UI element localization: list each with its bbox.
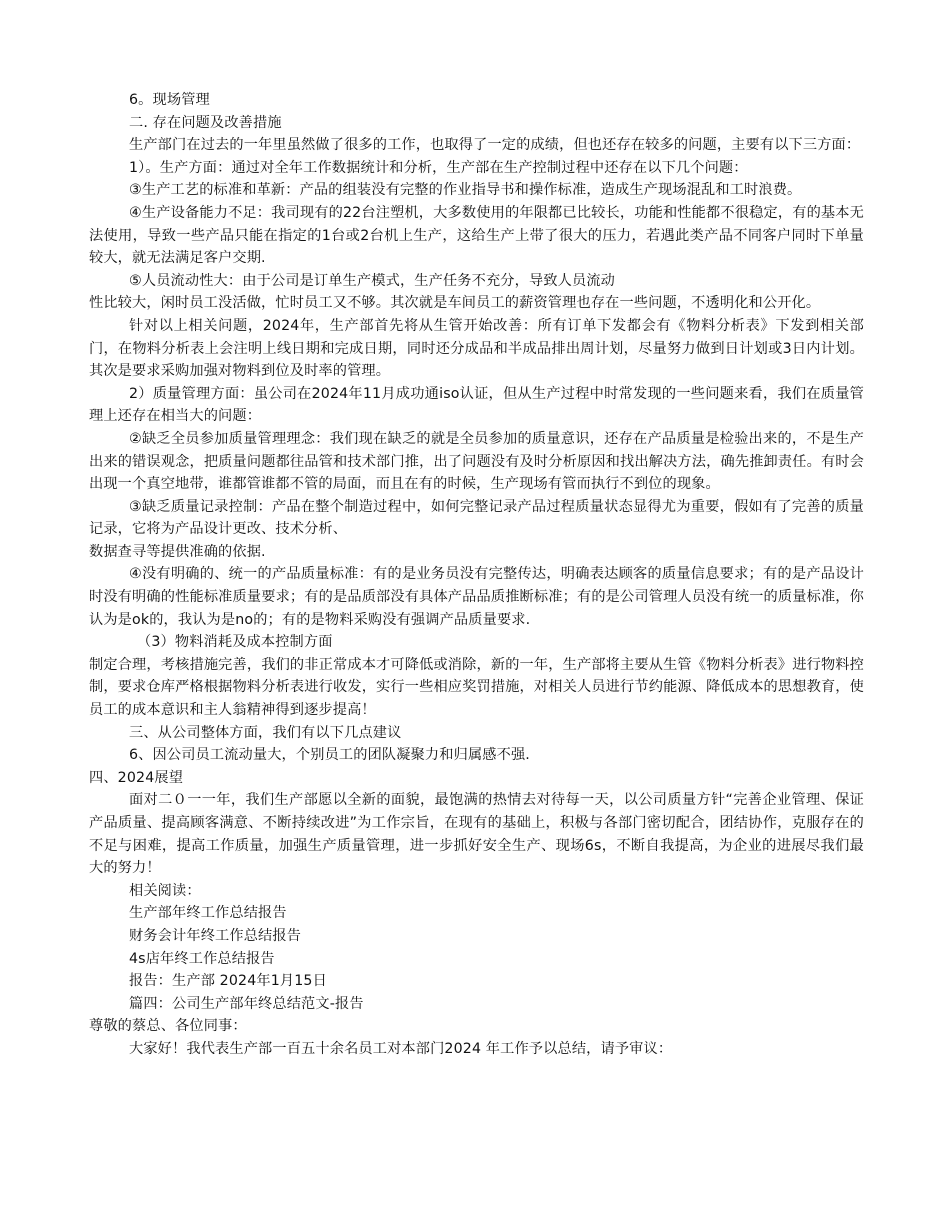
body-paragraph: ⑤人员流动性大：由于公司是订单生产模式，生产任务不充分，导致人员流动 [129,272,616,289]
body-paragraph: ③生产工艺的标准和革新：产品的组装没有完整的作业指导书和操作标准，造成生产现场混乱和工时浪费。 [129,182,802,199]
section-heading: 二. 存在问题及改善措施 [129,114,282,131]
body-paragraph: 性比较大，闲时员工没活做，忙时员工又不够。其次就是车间员工的薪资管理也存在一些问题，不透明化和公开化。 [89,295,821,312]
subsection-heading: 2）质量管理方面：虽公司在2024年11月成功通iso认证，但从生产过程中时常发现的一些问题来看，我们在质量管理上还存在相当大的问题： [89,385,864,425]
body-paragraph: 面对二０一一年，我们生产部愿以全新的面貌，最饱满的热情去对待每一天，以公司质量方针“完善企业管理、保证产品质量、提高顾客满意、不断持续改进”为工作宗旨，在现有的基础上，积极与各部门密切配合，团结协作，克服存在的不足与困难，提高工作质量，加强生产质量管理，进一步抓好安全生产、现场6s，不断自我提高，为企业的进展尽我们最大的努力！ [89,792,864,877]
body-paragraph: ②缺乏全员参加质量管理理念：我们现在缺乏的就是全员参加的质量意识，还存在产品质量是检验出来的，不是生产出来的错误观念，把质量问题都往品管和技术部门推，出了问题没有及时分析原因和找出解决方法，确先推卸责任。有时会出现一个真空地带，谁都管谁都不管的局面，而且在有的时候，生产现场有管而执行不到位的现象。 [89,430,864,493]
body-paragraph: 6、因公司员工流动量大，个别员工的团队凝聚力和归属感不强. [129,747,530,764]
document-body [89,89,864,1061]
body-paragraph: ③缺乏质量记录控制：产品在整个制造过程中，如何完整记录产品过程质量状态显得尤为重要，假如有了完善的质量记录，它将为产品设计更改、技术分析、 [89,498,864,538]
body-paragraph: 针对以上相关问题，2024年，生产部首先将从生管开始改善：所有订单下发都会有《物料分析表》下发到相关部门，在物料分析表上会注明上线日期和完成日期，同时还分成品和半成品排出周计划，尽量努力做到日计划或3日内计划。其次是要求采购加强对物料到位及时率的管理。 [89,317,864,380]
section-heading: 四、2024展望 [89,769,184,786]
section-item-heading: 6。现场管理 [129,92,210,108]
subsection-heading: 1）。生产方面：通过对全年工作数据统计和分析，生产部在生产控制过程中还存在以下几个问题： [129,159,748,176]
related-reading-item: 4s店年终工作总结报告 [129,950,275,967]
body-paragraph: 制定合理，考核措施完善，我们的非正常成本才可降低或消除，新的一年，生产部将主要从生管《物料分析表》进行物料控制，要求仓库严格根据物料分析表进行收发，实行一些相应奖罚措施，对相关人员进行节约能源、降低成本的思想教育，使员工的成本意识和主人翁精神得到逐步提高！ [89,656,864,719]
related-reading-item: 生产部年终工作总结报告 [129,905,287,922]
section-heading: 三、从公司整体方面，我们有以下几点建议 [129,724,402,741]
body-paragraph: 数据查寻等提供准确的依据. [89,543,266,560]
body-paragraph: 生产部门在过去的一年里虽然做了很多的工作，也取得了一定的成绩，但也还存在较多的问题，主要有以下三方面： [129,137,861,154]
related-reading-item: 财务会计年终工作总结报告 [129,927,302,944]
body-paragraph: 大家好！我代表生产部一百五十余名员工对本部门2024 年工作予以总结，请予审议： [129,1040,673,1057]
body-paragraph: ④没有明确的、统一的产品质量标准：有的是业务员没有完整传达，明确表达顾客的质量信息要求；有的是产品设计时没有明确的性能标准质量要求；有的是品质部没有具体产品品质推断标准；有的是公司管理人员没有统一的质量标准，你认为是ok的，我认为是no的；有的是物料采购没有强调产品质量要求. [89,566,864,628]
subsection-heading: （3）物料消耗及成本控制方面 [137,634,333,651]
article-title: 篇四：公司生产部年终总结范文-报告 [129,995,364,1012]
body-paragraph: ④生产设备能力不足：我司现有的22台注塑机，大多数使用的年限都已比较长，功能和性能都不很稳定，有的基本无法使用，导致一些产品只能在指定的1台或2台机上生产，这给生产上带了很大的压力，若遇此类产品不同客户同时下单量较大，就无法满足客户交期. [89,204,864,267]
related-reading-label: 相关阅读： [129,882,201,899]
salutation: 尊敬的蔡总、各位同事： [89,1018,247,1035]
report-signature: 报告：生产部 2024年1月15日 [129,973,327,990]
